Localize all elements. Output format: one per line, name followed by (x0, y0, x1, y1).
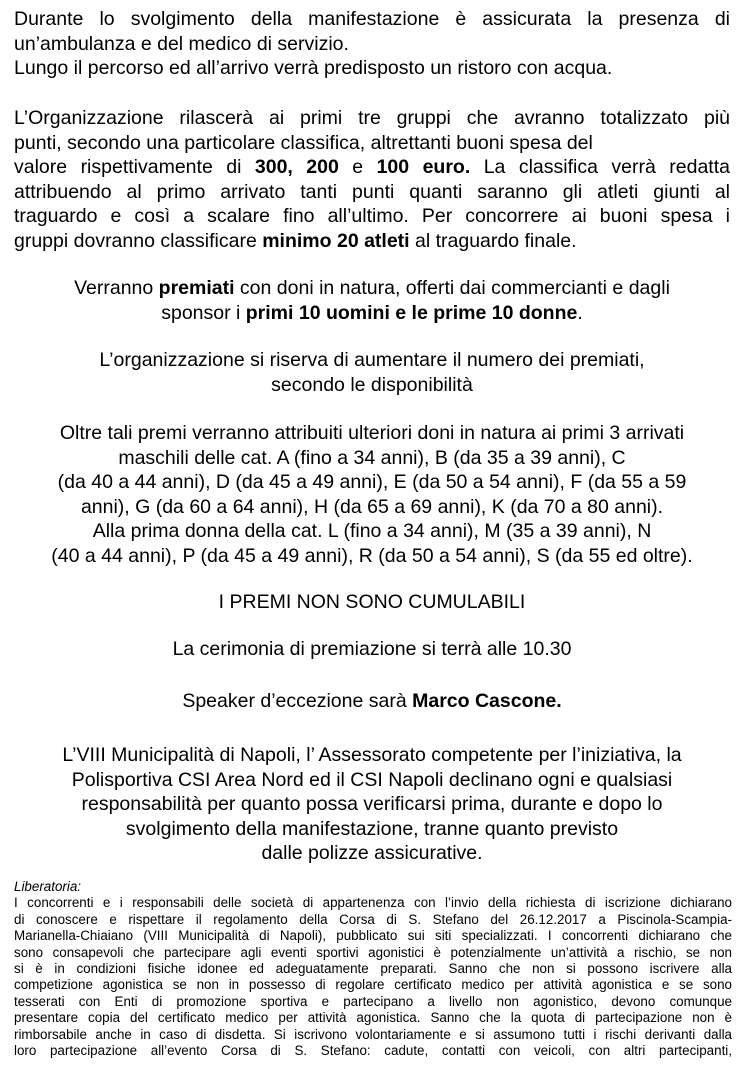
text-line: presentare copia del certificato medico per attività agonistica. Sanno che la quota di partecipazione non è (14, 1010, 732, 1026)
text-line: attribuendo al primo arrivato tanti punti quanti saranno gli atleti giunti al (14, 180, 730, 203)
group-prizes-paragraph (14, 106, 730, 253)
text-line: Lungo il percorso ed all’arrivo verrà predisposto un ristoro con acqua. (14, 57, 613, 79)
text-line: L’Organizzazione rilascerà ai primi tre gruppi che avranno totalizzato più (14, 107, 730, 129)
text-line: secondo le disponibilità (271, 373, 473, 396)
riserva-paragraph (14, 348, 730, 397)
text-line: gruppi dovranno classificare minimo 20 atleti al traguardo finale. (14, 229, 577, 252)
text-line: Durante lo svolgimento della manifestazione è assicurata la presenza di (14, 8, 730, 30)
text-line: punti, secondo una particolare classifica, altrettanti buoni spesa del (14, 131, 593, 154)
premiati-paragraph (14, 276, 730, 325)
text-line: L’organizzazione si riserva di aumentare il numero dei premiati, (99, 349, 645, 371)
text-line: maschili delle cat. A (fino a 34 anni), B (da 35 a 39 anni), C (118, 446, 626, 469)
categories-paragraph (14, 421, 730, 568)
speaker-line: Speaker d’eccezione sarà Marco Cascone. (182, 690, 562, 712)
text-line: (40 a 44 anni), P (da 45 a 49 anni), R (da 50 a 54 anni), S (da 55 ed oltre). (51, 544, 693, 567)
text-line: sponsor i primi 10 uomini e le prime 10 donne. (161, 301, 583, 324)
speaker-name: Marco Cascone. (412, 690, 562, 712)
text-line: Marianella-Chiaiano (VIII Municipalità di Napoli), pubblicato sui siti specializzati. I concorrenti dichiarano che (14, 928, 732, 944)
assistance-paragraph (14, 7, 730, 81)
liberatoria-title: Liberatoria: (14, 879, 81, 894)
text-line: Alla prima donna della cat. L (fino a 34 anni), M (35 a 39 anni), N (92, 520, 652, 542)
text-line: anni), G (da 60 a 64 anni), H (da 65 a 69 anni), K (da 70 a 80 anni). (80, 495, 664, 518)
text-line: competizione agonistica se non in possesso di regolare certificato medico per attività agonistica e se sono (14, 977, 732, 993)
text-line: rimborsabile anche in caso di disdetta. Si iscrivono volontariamente e si assumono tutti i rischi derivanti dalla (14, 1026, 732, 1042)
text-line: Verranno premiati con doni in natura, offerti dai commercianti e dagli (74, 277, 670, 299)
text-line: di conoscere e rispettare il regolamento della Corsa di S. Stefano del 26.12.2017 a Piscinola-Scampia- (14, 911, 732, 927)
minimum-athletes: minimo 20 atleti (262, 229, 410, 252)
premiati-bold: premiati (158, 277, 235, 299)
text-line: I concorrenti e i responsabili delle società di appartenenza con l’invio della richiesta di iscrizione dichiarano (14, 895, 732, 911)
text-line: si è in condizioni fisiche idonee ed adeguatamente preparati. Sanno che non si possono iscrivere alla (14, 961, 732, 977)
text-line: Polisportiva CSI Area Nord ed il CSI Napoli declinano ogni e qualsiasi (71, 768, 673, 791)
text-line: loro partecipazione all’evento Corsa di S. Stefano: cadute, contatti con veicoli, con altri partecipanti, (14, 1043, 732, 1059)
text-line: svolgimento della manifestazione, tranne quanto previsto (125, 817, 619, 840)
text-line: (da 40 a 44 anni), D (da 45 a 49 anni), E (da 50 a 54 anni), F (da 55 a 59 (57, 471, 687, 493)
text-line: traguardo e così a scalare fino all’ultimo. Per concorrere ai buoni spesa i (14, 205, 730, 227)
text-line: tesserati con Enti di promozione sportiva e partecipano a livello non agonistico, devono comunque (14, 993, 732, 1009)
liberatoria-section (14, 879, 732, 1059)
prize-amount-last: 100 euro. (376, 156, 471, 178)
prize-amounts: 300, 200 (254, 156, 339, 178)
ceremony-time: La cerimonia di premiazione si terrà alle 10.30 (172, 638, 572, 660)
text-line: L’VIII Municipalità di Napoli, l’ Assessorato competente per l’iniziativa, la (62, 744, 682, 766)
disclaimer-paragraph (14, 743, 730, 866)
text-line: sono consapevoli che partecipare agli eventi sportivi agonistici è potenzialmente un’attività a rischio, se non (14, 944, 732, 960)
text-line: responsabilità per quanto possa verificarsi prima, durante e dopo lo (81, 793, 663, 815)
text-line: Oltre tali premi verranno attribuiti ulteriori doni in natura ai primi 3 arrivati (59, 422, 685, 444)
text-line: un’ambulanza e del medico di servizio. (14, 32, 349, 55)
text-line: valore rispettivamente di 300, 200 e 100 euro. La classifica verrà redatta (14, 156, 730, 178)
top-ten-bold: primi 10 uomini e le prime 10 donne (245, 301, 578, 324)
text-line: dalle polizze assicurative. (261, 842, 483, 864)
not-cumulative-notice: I PREMI NON SONO CUMULABILI (218, 591, 526, 613)
